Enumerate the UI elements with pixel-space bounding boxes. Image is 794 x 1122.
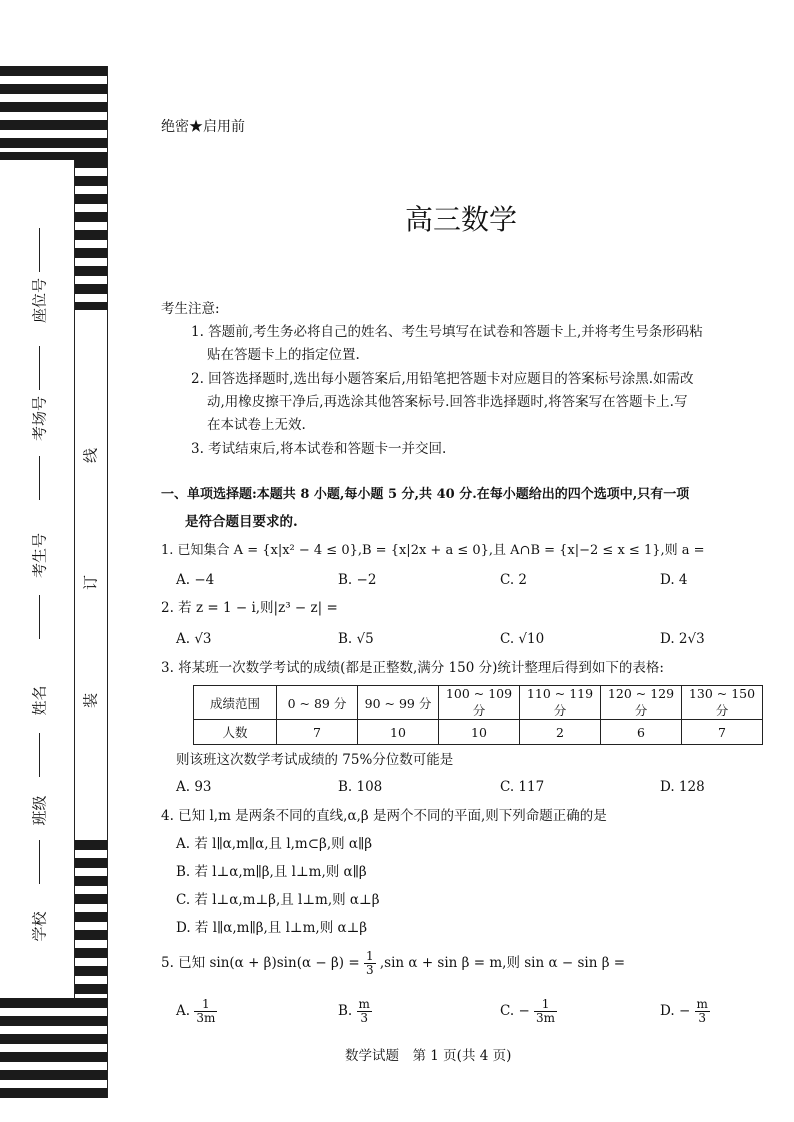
room-number-label: 考场号: [30, 396, 49, 442]
q4-option-d: D. 若 l∥α,m∥β,且 l⊥m,则 α⊥β: [176, 920, 368, 936]
seat-number-label: 座位号: [30, 278, 49, 324]
table-cell: 120 ~ 129 分: [601, 686, 682, 720]
notice-line: 贴在答题卡上的指定位置.: [207, 347, 360, 363]
q5-option-b: B. $\frac{m}{3}$: [338, 997, 370, 1025]
seal-mark-staple: 装: [81, 693, 100, 709]
seal-mark-line: 线: [81, 448, 100, 464]
page-title: 高三数学: [405, 203, 518, 236]
q1-option-a: A. −4: [176, 572, 215, 588]
q4-option-c: C. 若 l⊥α,m⊥β,且 l⊥m,则 α⊥β: [176, 892, 380, 908]
notice-heading: 考生注意:: [161, 301, 220, 317]
seat-number-blank[interactable]: [39, 228, 40, 272]
question-5-stem: [161, 947, 625, 979]
table-cell: 10: [358, 720, 439, 745]
name-blank[interactable]: [39, 595, 40, 639]
table-cell: 130 ~ 150 分: [682, 686, 763, 720]
class-label: 班级: [30, 795, 49, 826]
section-heading: 一、单项选择题:本题共 8 小题,每小题 5 分,共 40 分.在每小题给出的四个选项中,只有一项: [161, 487, 690, 502]
question-3-followup: 则该班这次数学考试成绩的 75%分位数可能是: [176, 752, 454, 768]
question-2-stem: 2. 若 z = 1 − i,则|z³ − z| =: [161, 600, 338, 616]
table-cell: 2: [520, 720, 601, 745]
q5-option-c: C. − $\frac{1}{3m}$: [500, 997, 556, 1025]
table-row: [194, 720, 763, 745]
question-4-stem: 4. 已知 l,m 是两条不同的直线,α,β 是两个不同的平面,则下列命题正确的是: [161, 808, 607, 824]
table-cell: 90 ~ 99 分: [358, 686, 439, 720]
q5-option-a: A. $\frac{1}{3m}$: [176, 997, 216, 1025]
notice-line: 动,用橡皮擦干净后,再选涂其他答案标号.回答非选择题时,将答案写在答题卡上.写: [207, 394, 688, 410]
q5-fraction: $\frac{1}{3}$: [365, 949, 374, 977]
table-cell: 0 ~ 89 分: [277, 686, 358, 720]
q2-option-d: D. 2√3: [660, 631, 705, 647]
class-blank[interactable]: [39, 733, 40, 777]
name-label: 姓名: [30, 685, 49, 716]
school-blank[interactable]: [39, 840, 40, 884]
q5-option-d: D. − $\frac{m}{3}$: [660, 997, 708, 1025]
q2-option-a: A. √3: [176, 631, 212, 647]
student-number-label: 考生号: [30, 533, 49, 579]
score-table: [193, 685, 763, 745]
table-cell: 10: [439, 720, 520, 745]
notice-line: 1. 答题前,考生务必将自己的姓名、考生号填写在试卷和答题卡上,并将考生号条形码粘: [191, 324, 703, 340]
q4-option-a: A. 若 l∥α,m∥α,且 l,m⊂β,则 α∥β: [176, 836, 373, 852]
room-number-blank[interactable]: [39, 346, 40, 390]
question-1-stem: 1. 已知集合 A = {x|x² − 4 ≤ 0},B = {x|2x + a ≤ 0},且 A∩B = {x|−2 ≤ x ≤ 1},则 a =: [161, 543, 705, 558]
q4-option-b: B. 若 l⊥α,m∥β,且 l⊥m,则 α∥β: [176, 864, 367, 880]
page-footer: 数学试题 第 1 页(共 4 页): [345, 1048, 512, 1064]
table-cell: 6: [601, 720, 682, 745]
q2-option-b: B. √5: [338, 631, 374, 647]
q2-option-c: C. √10: [500, 631, 545, 647]
confidential-mark: 绝密★启用前: [161, 119, 245, 135]
table-cell: 7: [277, 720, 358, 745]
q5-stem-part-b: ,sin α + sin β = m,则 sin α − sin β =: [379, 955, 626, 971]
student-number-blank[interactable]: [39, 456, 40, 500]
q1-option-c: C. 2: [500, 572, 528, 588]
seal-mark-bind: 订: [81, 575, 100, 591]
q3-option-b: B. 108: [338, 779, 383, 795]
table-cell: 100 ~ 109 分: [439, 686, 520, 720]
table-cell: 人数: [194, 720, 277, 745]
section-heading-cont: 是符合题目要求的.: [185, 514, 298, 530]
q3-option-d: D. 128: [660, 779, 705, 795]
table-row: [194, 686, 763, 720]
notice-line: 在本试卷上无效.: [207, 417, 306, 433]
table-cell: 7: [682, 720, 763, 745]
table-cell: 110 ~ 119 分: [520, 686, 601, 720]
q1-option-d: D. 4: [660, 572, 688, 588]
school-label: 学校: [30, 911, 49, 942]
question-3-stem: 3. 将某班一次数学考试的成绩(都是正整数,满分 150 分)统计整理后得到如下的表格:: [161, 660, 664, 676]
q3-option-c: C. 117: [500, 779, 545, 795]
q5-stem-part-a: 5. 已知 sin(α + β)sin(α − β) =: [161, 955, 360, 971]
q1-option-b: B. −2: [338, 572, 377, 588]
q3-option-a: A. 93: [176, 779, 212, 795]
table-cell: 成绩范围: [194, 686, 277, 720]
notice-line: 2. 回答选择题时,选出每小题答案后,用铅笔把答题卡对应题目的答案标号涂黑.如需改: [191, 371, 694, 387]
notice-line: 3. 考试结束后,将本试卷和答题卡一并交回.: [191, 441, 447, 457]
